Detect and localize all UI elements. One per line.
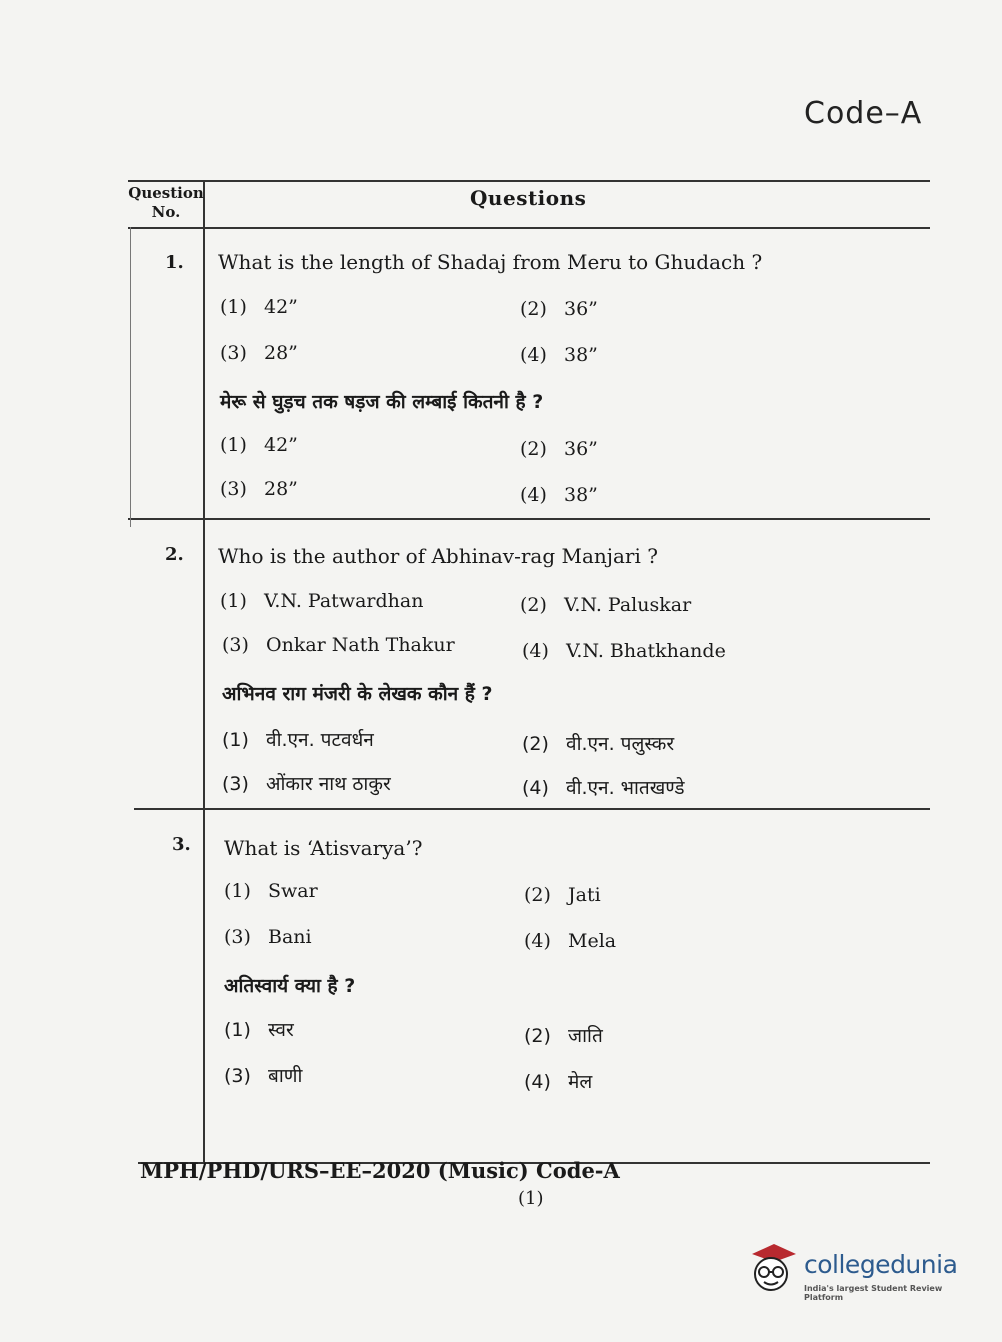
q1-en-option-2: (2) 36” bbox=[520, 298, 598, 320]
collegedunia-wordmark: collegedunia bbox=[804, 1250, 958, 1279]
table-header-rule bbox=[128, 227, 930, 229]
question-3-stem-hi: अतिस्वार्य क्या है ? bbox=[224, 975, 356, 997]
question-no-header bbox=[128, 184, 204, 222]
exam-code-footer: MPH/PHD/URS–EE–2020 (Music) Code-A bbox=[140, 1158, 620, 1183]
collegedunia-logo-icon bbox=[744, 1240, 798, 1294]
q3-hi-option-4: (4) मेल bbox=[524, 1071, 593, 1093]
question-2-stem-en: Who is the author of Abhinav-rag Manjari ? bbox=[218, 544, 658, 568]
question-no-header-line-1: Question bbox=[128, 184, 204, 202]
table-top-rule bbox=[128, 180, 930, 182]
q2-hi-option-4: (4) वी.एन. भातखण्डे bbox=[522, 777, 685, 799]
q3-hi-option-1: (1) स्वर bbox=[224, 1019, 294, 1041]
q3-hi-option-2: (2) जाति bbox=[524, 1025, 603, 1047]
question-1-stem-en: What is the length of Shadaj from Meru to Ghudach ? bbox=[218, 250, 763, 274]
code-label: Code–A bbox=[804, 96, 923, 131]
q2-hi-option-3: (3) ओंकार नाथ ठाकुर bbox=[222, 773, 391, 795]
question-no-header-line-2: No. bbox=[151, 203, 181, 221]
q1-hi-option-4: (4) 38” bbox=[520, 484, 598, 506]
q3-hi-option-3: (3) बाणी bbox=[224, 1065, 303, 1087]
q2-en-option-1: (1) V.N. Patwardhan bbox=[220, 590, 424, 612]
q2-hi-option-2: (2) वी.एन. पलुस्कर bbox=[522, 733, 675, 755]
question-number-1: 1. bbox=[165, 252, 184, 273]
q1-en-option-1: (1) 42” bbox=[220, 296, 298, 318]
question-3-stem-en: What is ‘Atisvarya’? bbox=[224, 836, 423, 860]
q1-hi-option-2: (2) 36” bbox=[520, 438, 598, 460]
q1-hi-option-3: (3) 28” bbox=[220, 478, 298, 500]
q1-en-option-3: (3) 28” bbox=[220, 342, 298, 364]
collegedunia-watermark bbox=[744, 1236, 974, 1300]
q2-en-option-3: (3) Onkar Nath Thakur bbox=[222, 634, 455, 656]
q3-en-option-2: (2) Jati bbox=[524, 884, 601, 906]
collegedunia-tagline: India's largest Student Review Platform bbox=[804, 1284, 943, 1302]
q2-en-option-2: (2) V.N. Paluskar bbox=[520, 594, 692, 616]
question-number-2: 2. bbox=[165, 544, 184, 565]
page-number: (1) bbox=[518, 1188, 544, 1209]
q2-en-option-4: (4) V.N. Bhatkhande bbox=[522, 640, 726, 662]
q3-en-option-1: (1) Swar bbox=[224, 880, 318, 902]
question-2-stem-hi: अभिनव राग मंजरी के लेखक कौन हैं ? bbox=[222, 683, 493, 705]
question-number-3: 3. bbox=[172, 834, 191, 855]
question-1-stem-hi: मेरू से घुड़च तक षड़ज की लम्बाई कितनी है ? bbox=[220, 391, 544, 413]
q2-hi-option-1: (1) वी.एन. पटवर्धन bbox=[222, 729, 374, 751]
column-divider bbox=[203, 180, 205, 1164]
q1-en-option-4: (4) 38” bbox=[520, 344, 598, 366]
row-divider-2 bbox=[134, 808, 930, 810]
questions-header: Questions bbox=[470, 186, 587, 210]
q1-hi-option-1: (1) 42” bbox=[220, 434, 298, 456]
row-divider-1 bbox=[128, 518, 930, 520]
q3-en-option-4: (4) Mela bbox=[524, 930, 617, 952]
q3-en-option-3: (3) Bani bbox=[224, 926, 312, 948]
table-left-edge bbox=[130, 227, 131, 527]
